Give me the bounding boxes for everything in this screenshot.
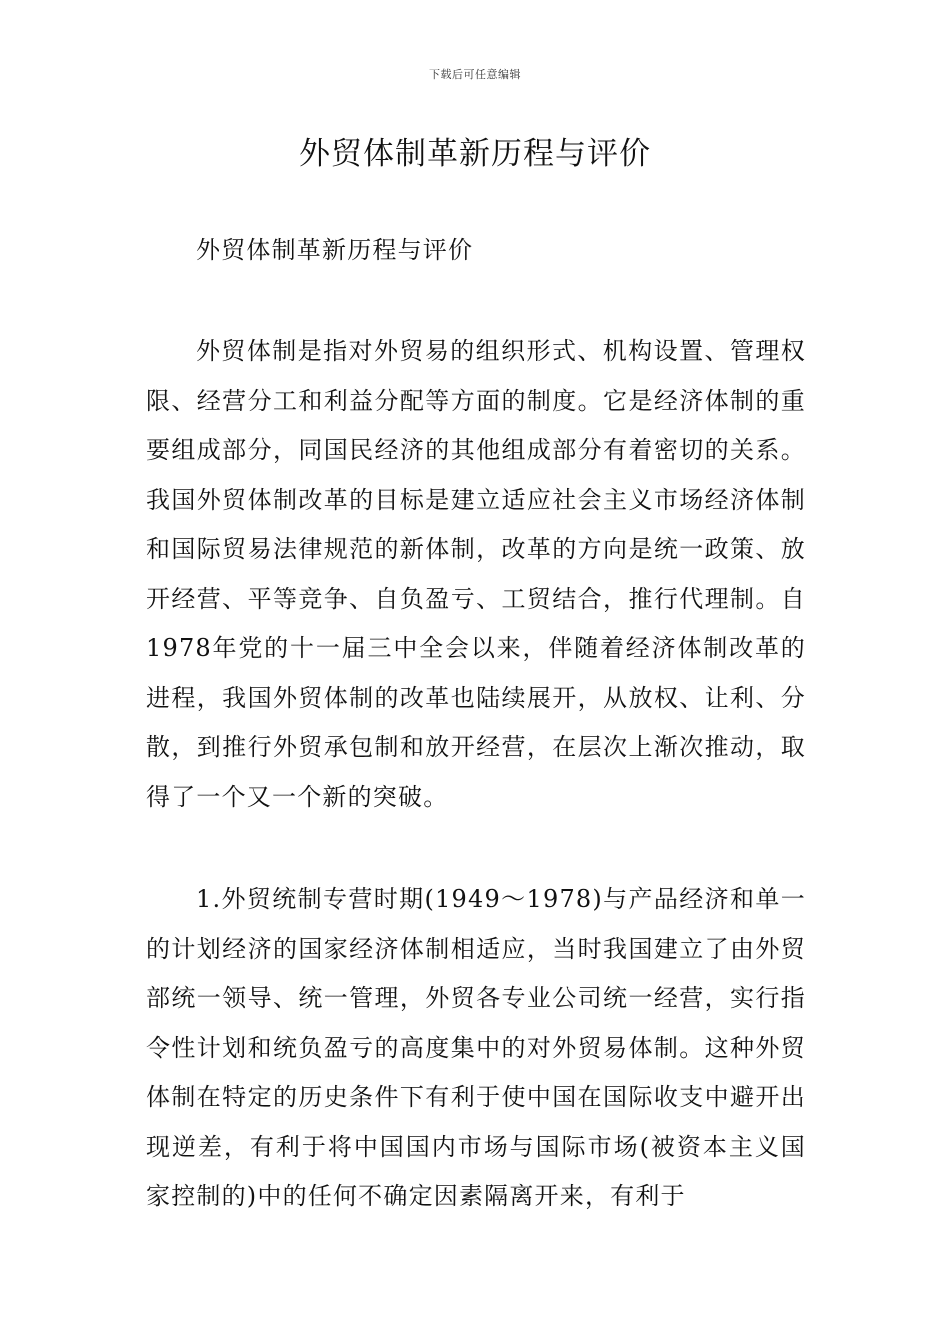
- header-note: 下载后可任意编辑: [429, 68, 521, 81]
- paragraph-intro: 外贸体制是指对外贸易的组织形式、机构设置、管理权限、经营分工和利益分配等方面的制度。它是经济体制的重要组成部分，同国民经济的其他组成部分有着密切的关系。我国外贸体制改革的目标是建立适应社会主义市场经济体制和国际贸易法律规范的新体制，改革的方向是统一政策、放开经营、平等竞争、自负盈亏、工贸结合，推行代理制。自1978年党的十一届三中全会以来，伴随着经济体制改革的进程，我国外贸体制的改革也陆续展开，从放权、让利、分散，到推行外贸承包制和放开经营，在层次上渐次推动，取得了一个又一个新的突破。: [146, 337, 806, 811]
- subtitle: 外贸体制革新历程与评价: [196, 236, 474, 264]
- paragraph-section-1: 1.外贸统制专营时期(1949～1978)与产品经济和单一的计划经济的国家经济体制相适应，当时我国建立了由外贸部统一领导、统一管理，外贸各专业公司统一经营，实行指令性计划和统负盈亏的高度集中的对外贸易体制。这种外贸体制在特定的历史条件下有利于使中国在国际收支中避开出现逆差，有利于将中国国内市场与国际市场(被资本主义国家控制的)中的任何不确定因素隔离开来，有利于: [146, 885, 806, 1210]
- document-title: 外贸体制革新历程与评价: [299, 136, 651, 172]
